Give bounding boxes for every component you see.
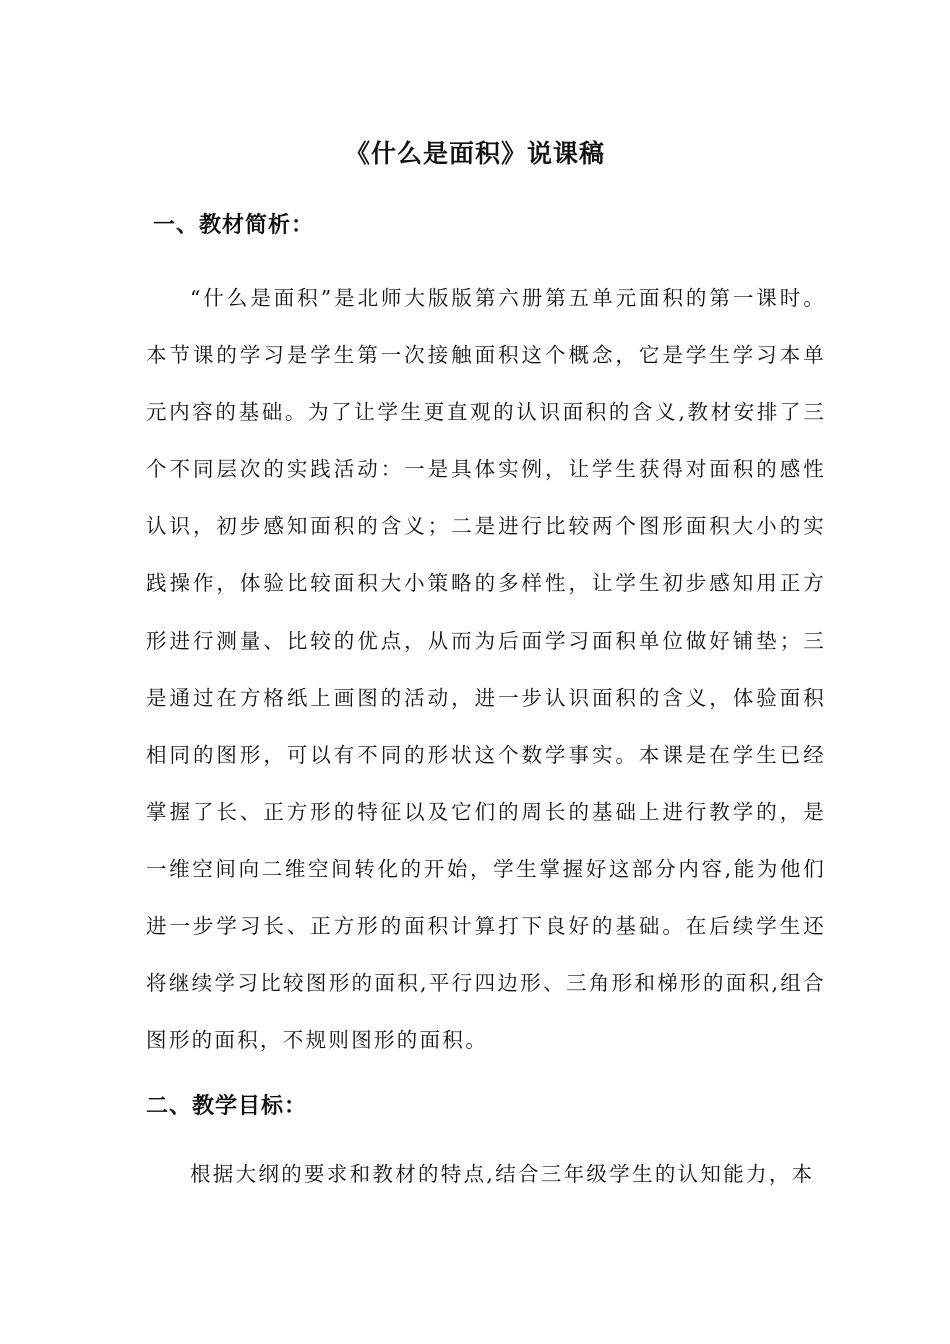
section-heading-teaching-goals: 二、教学目标： [146, 1093, 308, 1119]
section-paragraph-teaching-goals: 根据大纲的要求和教材的特点,结合三年级学生的认知能力，本 [190, 1162, 815, 1186]
section-heading-textbook-analysis: 一、教材简析： [153, 212, 315, 238]
document-title: 《什么是面积》说课稿 [344, 139, 605, 168]
section-paragraph-textbook-analysis: “什么是面积”是北师大版版第六册第五单元面积的第一课时。本节课的学习是学生第一次接触面积这个概念，它是学生学习本单元内容的基础。为了让学生更直观的认识面积的含义,教材安排了三个不同层次的实践活动：一是具体实例，让学生获得对面积的感性认识，初步感知面积的含义；二是进行比较两个图形面积大小的实践操作，体验比较面积大小策略的多样性，让学生初步感知用正方形进行测量、比较的优点，从而为后面学习面积单位做好铺垫；三是通过在方格纸上画图的活动，进一步认识面积的含义，体验面积相同的图形，可以有不同的形状这个数学事实。本课是在学生已经掌握了长、正方形的特征以及它们的周长的基础上进行教学的，是一维空间向二维空间转化的开始，学生掌握好这部分内容,能为他们进一步学习长、正方形的面积计算打下良好的基础。在后续学生还将继续学习比较图形的面积,平行四边形、三角形和梯形的面积,组合图形的面积，不规则图形的面积。 [146, 286, 826, 1053]
